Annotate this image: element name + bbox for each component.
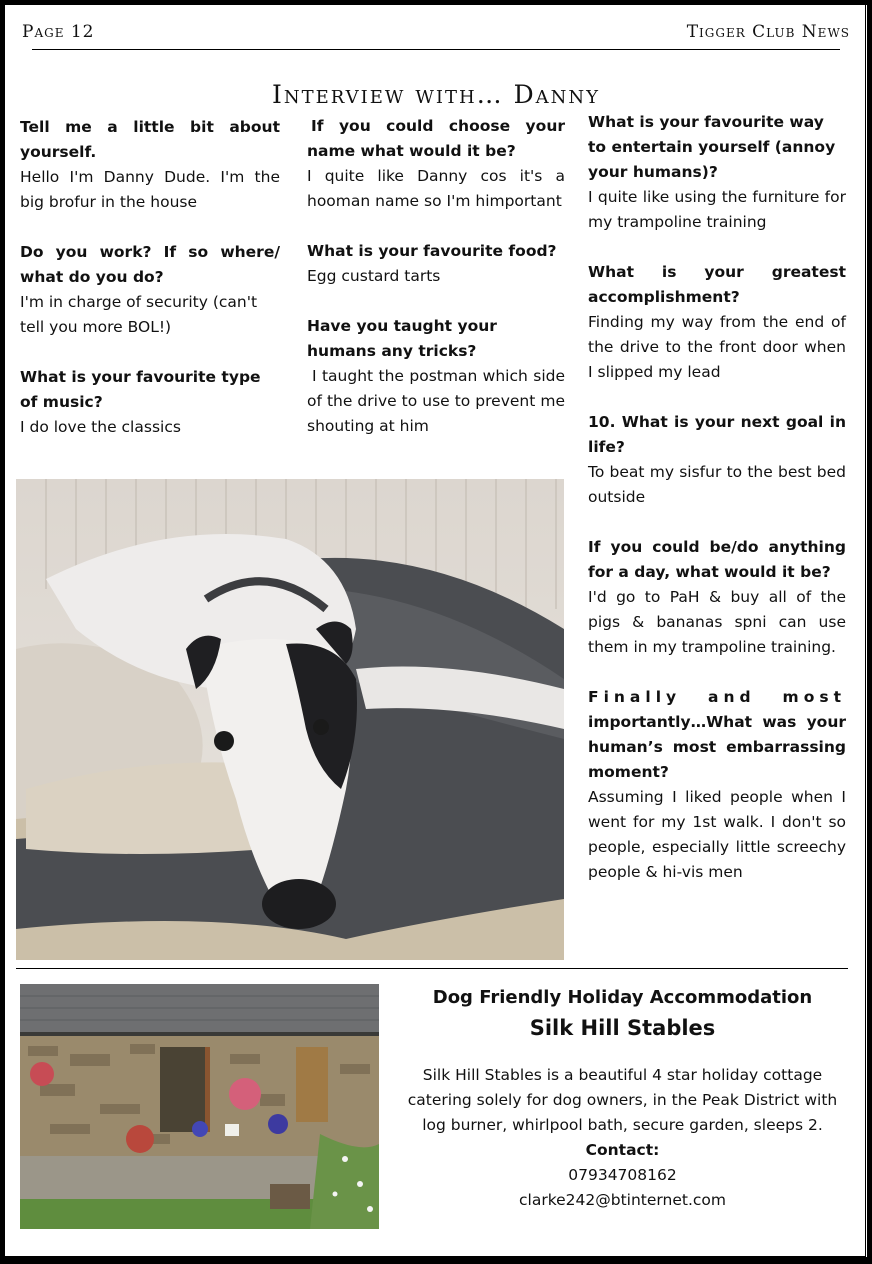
greyhound-image	[16, 479, 564, 960]
question: What is your favourite food?	[307, 242, 557, 260]
question: Tell me a little bit about yourself.	[20, 118, 280, 161]
answer: I quite like Danny cos it's a hooman name so I'm himportant	[307, 167, 565, 210]
question: If you could be/do anything for a day, what would it be?	[588, 538, 846, 581]
section-divider	[16, 968, 848, 969]
answer: Assuming I liked people when I went for my 1st walk. I don't so people, especially little screechy people & hi-vis men	[588, 788, 846, 881]
cottage-photo	[20, 984, 379, 1229]
dog-photo	[16, 479, 564, 960]
answer: Hello I'm Danny Dude. I'm the big brofur in the house	[20, 168, 280, 211]
question: What is your favourite way to entertain yourself (annoy your humans)?	[588, 113, 836, 181]
advert-heading: Dog Friendly Holiday Accommodation	[432, 987, 813, 1008]
question: If you could choose your name what would it be?	[307, 117, 565, 160]
question: importantly…What was your human’s most embarrassing moment?	[588, 713, 846, 781]
page-border-left	[0, 0, 3, 1264]
question: Do you work? If so where/ what do you do?	[20, 243, 280, 286]
article-title: Interview with… Danny	[271, 79, 601, 109]
question: Have you taught your humans any tricks?	[307, 317, 497, 360]
advert-description: Silk Hill Stables is a beautiful 4 star holiday cottage catering solely for dog owners, in the Peak District with log burner, whirlpool bath, secure garden, sleeps 2.	[407, 1066, 838, 1134]
answer: Egg custard tarts	[307, 267, 441, 285]
answer: I'd go to PaH & buy all of the pigs & bananas spni can use them in my trampoline training.	[588, 588, 846, 656]
page-border-bottom	[0, 1260, 872, 1264]
advert-email: clarke242@btinternet.com	[519, 1191, 726, 1209]
advert-name: Silk Hill Stables	[529, 1016, 716, 1040]
question: 10. What is your next goal in life?	[588, 413, 846, 456]
answer: I taught the postman which side of the drive to use to prevent me shouting at him	[307, 367, 565, 435]
advert-phone: 07934708162	[568, 1166, 677, 1184]
interview-column-2	[307, 114, 565, 464]
answer: I quite like using the furniture for my trampoline training	[588, 188, 846, 231]
interview-column-3	[588, 110, 846, 910]
question: What is your greatest accomplishment?	[588, 263, 846, 306]
stone-cottage-image	[20, 984, 379, 1229]
answer: Finding my way from the end of the drive to the front door when I slipped my lead	[588, 313, 846, 381]
publication-name: Tigger Club News	[686, 22, 850, 42]
question-lead: Finally and most	[588, 688, 846, 706]
header-rule	[32, 49, 840, 50]
advert-contact-label: Contact:	[585, 1141, 660, 1159]
answer: I do love the classics	[20, 418, 181, 436]
page-number: Page 12	[22, 22, 95, 42]
answer: To beat my sisfur to the best bed outside	[588, 463, 846, 506]
answer: I'm in charge of security (can't tell you more BOL!)	[20, 293, 258, 336]
interview-column-1	[20, 115, 280, 465]
question: What is your favourite type of music?	[20, 368, 261, 411]
accommodation-advert	[395, 985, 850, 1213]
